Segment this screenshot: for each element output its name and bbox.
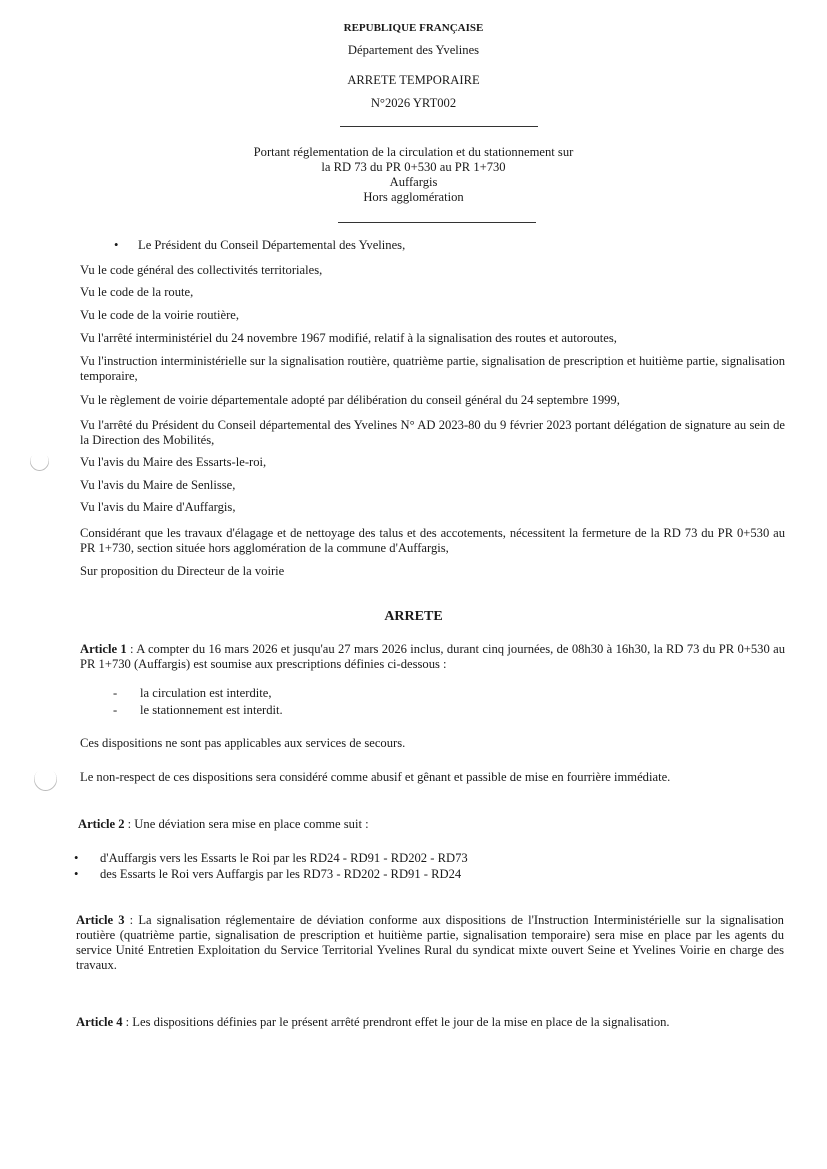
bullet-icon: • bbox=[74, 851, 79, 865]
punch-hole-mark bbox=[26, 448, 53, 475]
republic-heading: REPUBLIQUE FRANÇAISE bbox=[343, 22, 484, 34]
president-line: Le Président du Conseil Départemental des Yvelines, bbox=[138, 238, 406, 252]
divider bbox=[340, 126, 538, 127]
doc-number: N°2026 YRT002 bbox=[370, 96, 457, 110]
subject-line: Hors agglomération bbox=[363, 190, 464, 204]
preamble-item: Vu l'avis du Maire de Senlisse, bbox=[80, 478, 236, 492]
preamble-item: Vu le code général des collectivités territoriales, bbox=[80, 263, 323, 277]
article-label: Article 3 bbox=[76, 913, 125, 927]
preamble-item: Vu l'arrêté interministériel du 24 novembre 1967 modifié, relatif à la signalisation des routes et autoroutes, bbox=[80, 331, 617, 345]
article-1 bbox=[80, 642, 785, 672]
arrete-title: ARRETE bbox=[384, 609, 443, 624]
subject bbox=[0, 145, 827, 205]
article-text: : Les dispositions définies par le présent arrêté prendront effet le jour de la mise en place de la signalisation. bbox=[122, 1015, 670, 1029]
list-item: le stationnement est interdit. bbox=[140, 703, 283, 717]
subject-line: Auffargis bbox=[389, 175, 438, 189]
dash-icon: - bbox=[113, 686, 118, 700]
subject-line: la RD 73 du PR 0+530 au PR 1+730 bbox=[321, 160, 506, 174]
preamble-item: Sur proposition du Directeur de la voirie bbox=[80, 564, 285, 578]
article-label: Article 2 bbox=[78, 817, 125, 831]
article-2 bbox=[78, 817, 783, 832]
punch-hole-mark bbox=[29, 763, 62, 796]
article-note: Ces dispositions ne sont pas applicables aux services de secours. bbox=[80, 736, 406, 750]
article-text: : A compter du 16 mars 2026 et jusqu'au 27 mars 2026 inclus, durant cinq journées, de 08h30 à 16h30, la RD 73 du PR 0+530 au PR 1+730 (Auffargis) est soumise aux prescriptions définies ci-dessous : bbox=[80, 642, 785, 671]
bullet-icon: • bbox=[74, 867, 79, 881]
department: Département des Yvelines bbox=[347, 43, 480, 57]
article-text: : Une déviation sera mise en place comme suit : bbox=[124, 817, 369, 831]
preamble-item: Considérant que les travaux d'élagage et de nettoyage des talus et des accotements, nécessitent la fermeture de la RD 73 du PR 0+530 au PR 1+730, section située hors agglomération de la commune d'Auffargis, bbox=[80, 526, 785, 555]
article-text: : La signalisation réglementaire de déviation conforme aux dispositions de l'Instruction Interministérielle sur la signalisation routière (quatrième partie, signalisation de prescription et huitième partie, signalisation temporaire) sera mise en place par les agents du service Unité Entretien Exploitation du Service Territorial Yvelines Rural du syndicat mixte ouvert Seine et Yvelines Voirie en charge des travaux. bbox=[76, 913, 784, 972]
bullet-icon: • bbox=[114, 238, 119, 252]
doc-type: ARRETE TEMPORAIRE bbox=[347, 73, 480, 87]
article-4 bbox=[76, 1015, 784, 1030]
preamble-item: Vu l'instruction interministérielle sur la signalisation routière, quatrième partie, signalisation de prescription et huitième partie, signalisation temporaire, bbox=[80, 354, 785, 383]
article-label: Article 4 bbox=[76, 1015, 123, 1029]
article-label: Article 1 bbox=[80, 642, 127, 656]
subject-line: Portant réglementation de la circulation et du stationnement sur bbox=[253, 145, 574, 159]
preamble-item: Vu le code de la voirie routière, bbox=[80, 308, 240, 322]
list-item: des Essarts le Roi vers Auffargis par les RD73 - RD202 - RD91 - RD24 bbox=[100, 867, 462, 881]
article-note: Le non-respect de ces dispositions sera considéré comme abusif et gênant et passible de mise en fourrière immédiate. bbox=[80, 770, 671, 784]
dash-icon: - bbox=[113, 703, 118, 717]
preamble-item: Vu le règlement de voirie départementale adopté par délibération du conseil général du 24 septembre 1999, bbox=[80, 393, 620, 407]
preamble-item: Vu l'arrêté du Président du Conseil départemental des Yvelines N° AD 2023-80 du 9 février 2023 portant délégation de signature au sein de la Direction des Mobilités, bbox=[80, 418, 785, 447]
preamble-item: Vu l'avis du Maire d'Auffargis, bbox=[80, 500, 236, 514]
list-item: la circulation est interdite, bbox=[140, 686, 272, 700]
article-3 bbox=[76, 913, 784, 973]
list-item: d'Auffargis vers les Essarts le Roi par les RD24 - RD91 - RD202 - RD73 bbox=[100, 851, 468, 865]
preamble-item: Vu le code de la route, bbox=[80, 285, 194, 299]
divider bbox=[338, 222, 536, 223]
preamble-item: Vu l'avis du Maire des Essarts-le-roi, bbox=[80, 455, 267, 469]
